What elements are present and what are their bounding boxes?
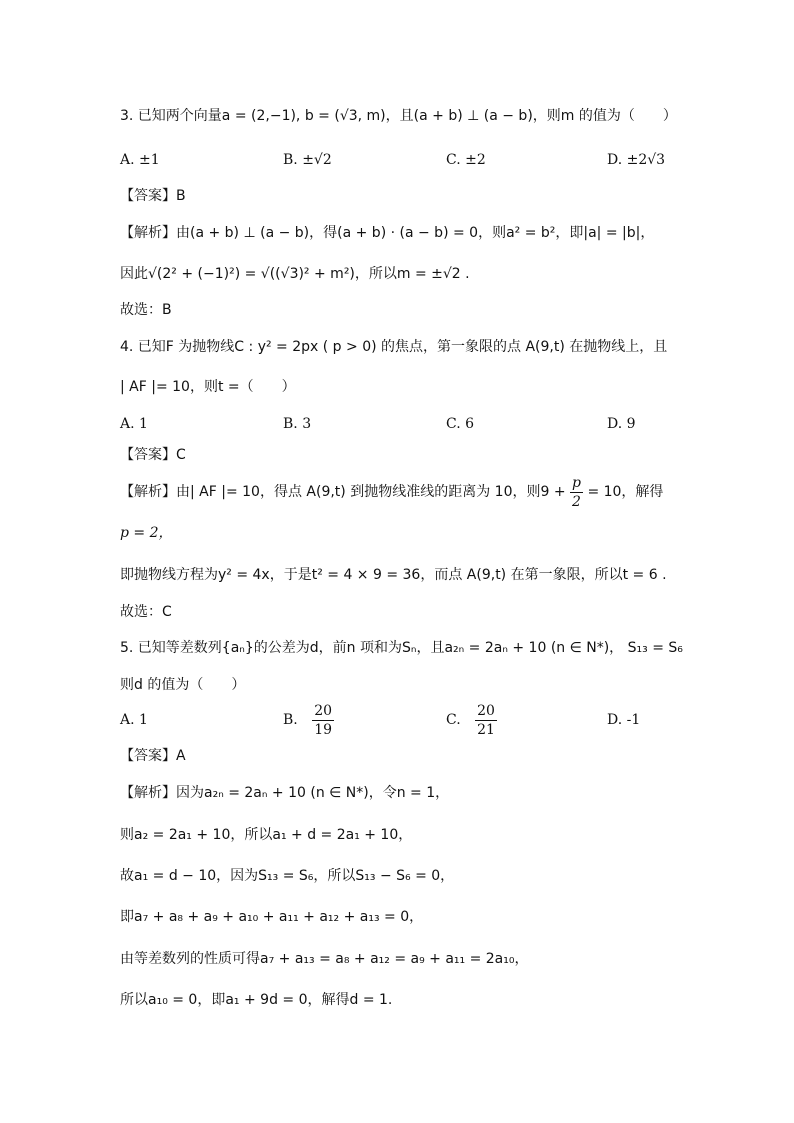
q5-option-c-fraction (475, 702, 497, 739)
q5-option-c-numerator: 20 (477, 702, 495, 719)
q4-option-b: B. 3 (283, 416, 312, 432)
q4-stem-line-1: 4. 已知F 为抛物线C : y² = 2px ( p > 0) 的焦点，第一象限的点 A(9,t) 在抛物线上，且 (120, 339, 668, 355)
q3-analysis-line-2: 因此√(2² + (−1)²) = √((√3)² + m²)，所以m = ±√2 . (120, 266, 470, 282)
q5-analysis-line-2: 则a₂ = 2a₁ + 10，所以a₁ + d = 2a₁ + 10， (120, 827, 413, 843)
q5-analysis-line-4: 即a₇ + a₈ + a₉ + a₁₀ + a₁₁ + a₁₂ + a₁₃ = 0， (120, 909, 424, 925)
q3-result: 故选：B (120, 302, 172, 318)
q4-stem-line-2: | AF |= 10，则t =（ ） (120, 379, 296, 395)
q4-result: 故选：C (120, 604, 172, 620)
q5-option-a: A. 1 (120, 712, 148, 728)
q4-analysis-line-3: 即抛物线方程为y² = 4x，于是t² = 4 × 9 = 36，而点 A(9,t) 在第一象限，所以t = 6 . (120, 567, 667, 583)
q5-option-d: D. -1 (607, 712, 641, 728)
q5-analysis-line-6: 所以a₁₀ = 0，即a₁ + 9d = 0，解得d = 1. (120, 992, 393, 1008)
q4-fraction (570, 474, 583, 511)
q5-option-b-numerator: 20 (314, 702, 333, 719)
q3-answer: 【答案】B (120, 188, 186, 204)
q3-option-b: B. ±√2 (283, 152, 332, 168)
q3-option-c: C. ±2 (446, 152, 486, 168)
q4-option-c: C. 6 (446, 416, 475, 432)
q5-option-b-denominator: 19 (314, 721, 333, 738)
q3-option-d: D. ±2√3 (607, 152, 666, 168)
q4-fraction-denominator: 2 (572, 493, 581, 510)
q3-analysis-line-1: 【解析】由(a + b) ⊥ (a − b)，得(a + b) · (a − b) = 0，则a² = b²，即|a| = |b|， (120, 225, 655, 241)
q5-analysis-line-5: 由等差数列的性质可得a₇ + a₁₃ = a₈ + a₁₂ = a₉ + a₁₁ = 2a₁₀， (120, 951, 529, 967)
q5-stem-line-1: 5. 已知等差数列{aₙ}的公差为d，前n 项和为Sₙ，且a₂ₙ = 2aₙ + 10 (n ∈ N*)， S₁₃ = S₆ (120, 640, 683, 656)
q5-option-b (283, 700, 334, 740)
q5-stem-line-2: 则d 的值为（ ） (120, 677, 246, 693)
q4-analysis-tail: = 10，解得 (587, 484, 664, 500)
q5-option-c-denominator: 21 (477, 721, 495, 738)
q5-option-c-label: C. (446, 712, 461, 728)
q5-analysis-line-3: 故a₁ = d − 10，因为S₁₃ = S₆，所以S₁₃ − S₆ = 0， (120, 868, 455, 884)
q5-analysis-line-1: 【解析】因为a₂ₙ = 2aₙ + 10 (n ∈ N*)，令n = 1， (120, 785, 450, 801)
q5-option-b-label: B. (283, 712, 298, 728)
q5-option-b-fraction (312, 702, 334, 739)
q4-analysis-line-2: p = 2， (120, 525, 173, 541)
q4-analysis-text: 【解析】由| AF |= 10，得点 A(9,t) 到抛物线准线的距离为 10，则9 + (120, 484, 566, 500)
q5-answer: 【答案】A (120, 748, 186, 764)
q4-fraction-numerator: p (572, 474, 581, 491)
q5-option-c (446, 700, 497, 740)
q4-option-a: A. 1 (120, 416, 148, 432)
q4-option-d: D. 9 (607, 416, 636, 432)
q3-option-a: A. ±1 (120, 152, 160, 168)
q4-analysis-line-1 (120, 472, 663, 512)
q3-stem: 3. 已知两个向量a = (2,−1), b = (√3, m)，且(a + b) ⊥ (a − b)，则m 的值为（ ） (120, 108, 677, 124)
q4-answer: 【答案】C (120, 447, 186, 463)
